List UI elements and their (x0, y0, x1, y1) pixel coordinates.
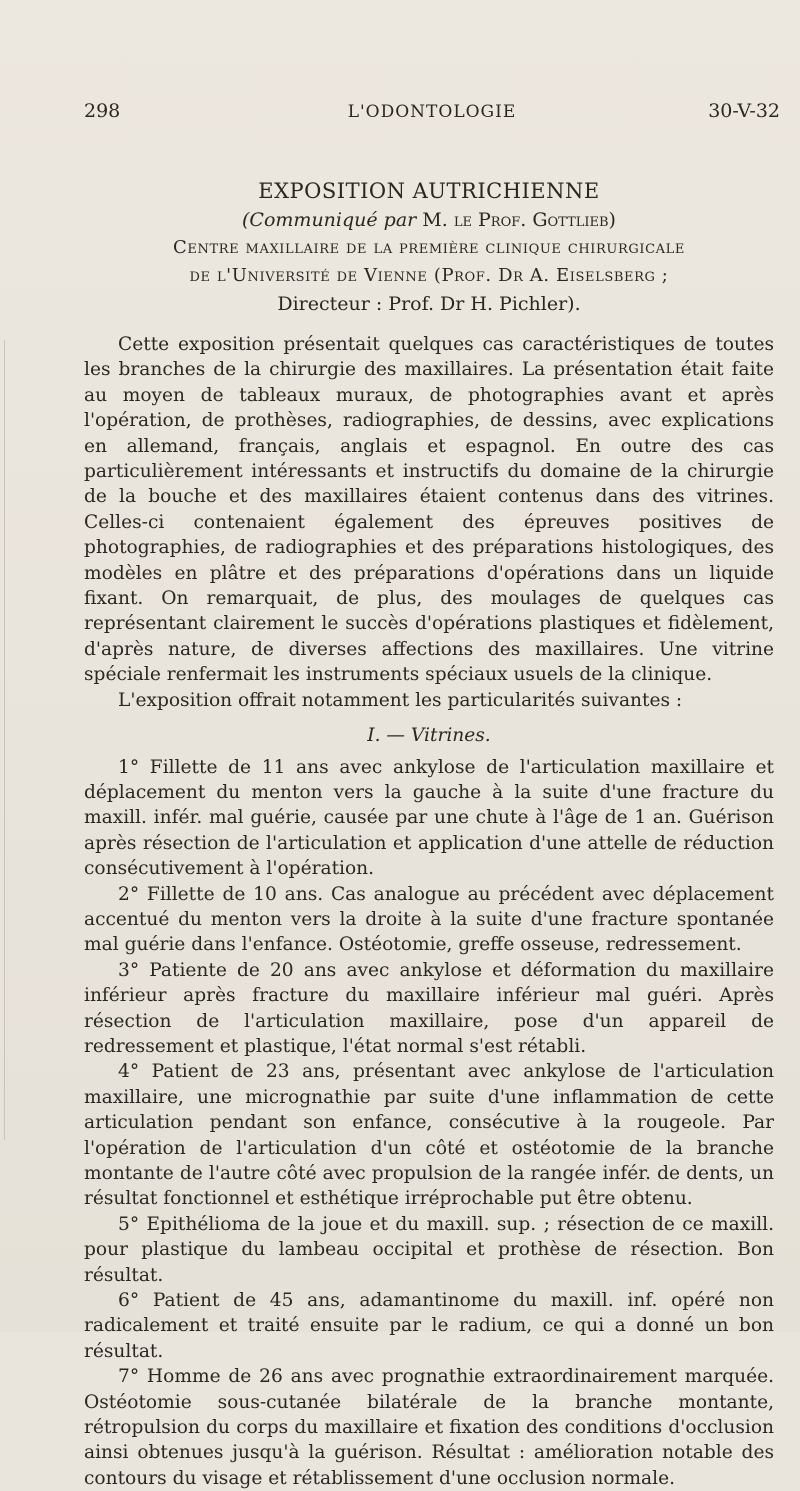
item-7: 7° Homme de 26 ans avec prognathie extraordinairement marquée. Ostéotomie sous-cutanée bilatérale de la branche montante, rétropulsion du corps du maxillaire et fixation des conditions d'occlusion ainsi obtenues jusqu'à la guérison. Résultat : amélioration notable des contours du visage et rétablissement d'une occlusion normale. (84, 1366, 774, 1489)
running-header (84, 100, 780, 130)
article-subtitle (84, 206, 774, 234)
journal-title: L'ODONTOLOGIE (347, 102, 517, 122)
article-title: EXPOSITION AUTRICHIENNE (258, 179, 600, 203)
item-6: 6° Patient de 45 ans, adamantinome du maxill. inf. opéré non radicalement et traité ensuite par le radium, ce qui a donné un bon résultat. (84, 1290, 774, 1362)
margin-rule (4, 340, 5, 1140)
subtitle-author: M. le Prof. Gottlieb) (422, 209, 616, 231)
intro-paragraph: Cette exposition présentait quelques cas caractéristiques de toutes les branches de la chirurgie des maxillaires. La présentation était faite au moyen de tableaux muraux, de photographies avant et après l'opération, de prothèses, radiographies, de dessins, avec explications en allemand, français, anglais et espagnol. En outre des cas particulièrement intéressants et instructifs du domaine de la chirurgie de la bouche et des maxillaires étaient contenus dans des vitrines. Celles-ci contenaient également des épreuves positives de photographies, de radiographies et des préparations histologiques, des modèles en plâtre et des préparations d'opérations dans un liquide fixant. On remarquait, de plus, des moulages de quelques cas représentant clairement le succès d'opérations plastiques et fidèlement, d'après nature, de diverses affections des maxillaires. Une vitrine spéciale renfermait les instruments spéciaux usuels de la clinique. (84, 334, 774, 686)
article-body (84, 332, 774, 1491)
article-heading (84, 176, 774, 318)
director-line: Directeur : Prof. Dr H. Pichler). (277, 293, 581, 315)
page-number: 298 (84, 100, 121, 122)
item-2: 2° Fillette de 10 ans. Cas analogue au précédent avec déplacement accentué du menton vers la droite à la suite d'une fracture spontanée mal guérie dans l'enfance. Ostéotomie, greffe osseuse, redressement. (84, 883, 774, 956)
item-5: 5° Epithélioma de la joue et du maxill. sup. ; résection de ce maxill. pour plastique du lambeau occipital et prothèse de résection. Bon résultat. (84, 1213, 774, 1286)
subtitle-prefix: (Communiqué par (242, 209, 417, 231)
item-4: 4° Patient de 23 ans, présentant avec ankylose de l'articulation maxillaire, une micrognathie par suite d'une inflammation de cette articulation pendant son enfance, consécutive à la rougeole. Par l'opération de l'articulation d'un côté et ostéotomie de la branche montante de l'autre côté avec propulsion de la rangée infér. de dents, un résultat fonctionnel et esthétique irréprochable put être obtenu. (84, 1061, 774, 1210)
institution-line-2: de l'Université de Vienne (Prof. Dr A. Eiselsberg ; (189, 265, 669, 286)
institution-line-1: Centre maxillaire de la première clinique chirurgicale (173, 237, 685, 258)
section-heading (84, 723, 774, 748)
issue-date: 30-V-32 (708, 100, 780, 122)
item-3: 3° Patiente de 20 ans avec ankylose et déformation du maxillaire inférieur après fracture du maxillaire inférieur mal guéri. Après résection de l'articulation maxillaire, pose d'un appareil de redressement et plastique, l'état normal s'est rétabli. (84, 959, 774, 1057)
lead-paragraph: L'exposition offrait notamment les particularités suivantes : (118, 689, 683, 711)
section-heading-text: I. — Vitrines. (367, 725, 491, 747)
item-1: 1° Fillette de 11 ans avec ankylose de l'articulation maxillaire et déplacement du menton vers la gauche à la suite d'une fracture du maxill. infér. mal guérie, causée par une chute à l'âge de 1 an. Guérison après résection de l'articulation et application d'une attelle de réduction consécutivement à l'opération. (84, 756, 774, 880)
